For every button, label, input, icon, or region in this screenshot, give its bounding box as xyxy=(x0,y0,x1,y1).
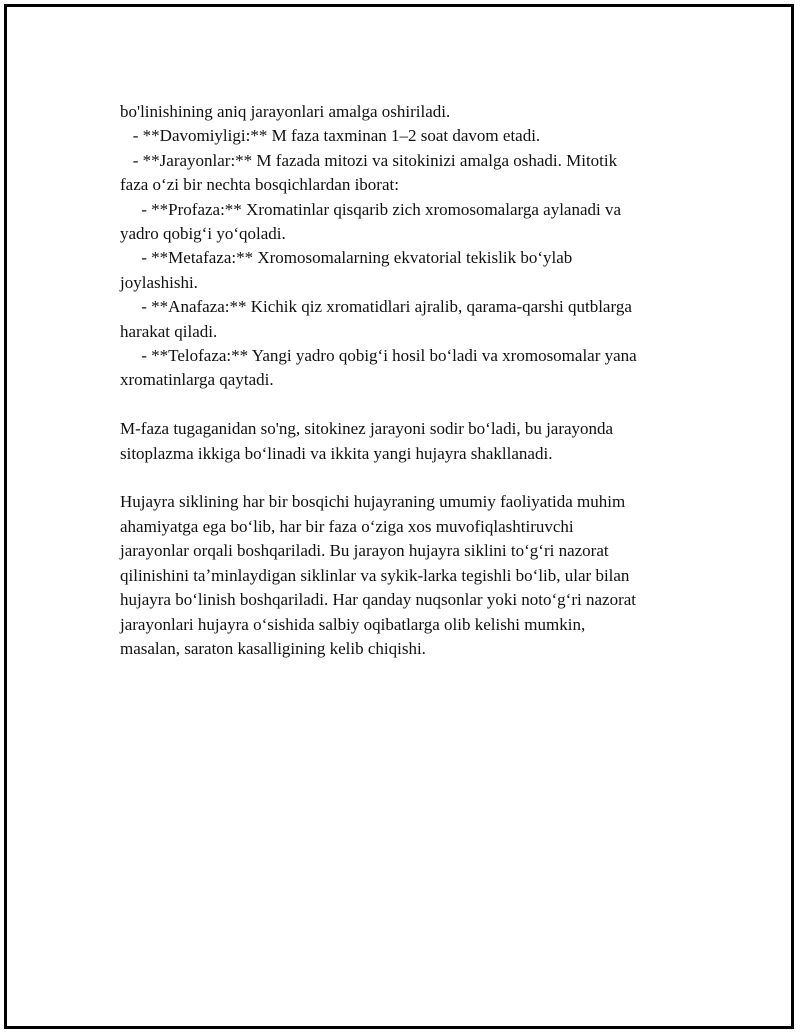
page-frame xyxy=(4,4,794,1029)
paragraph-spacer xyxy=(120,393,680,417)
text-line: - **Telofaza:** Yangi yadro qobigʻi hosil boʻladi va xromosomalar yana xyxy=(120,346,637,366)
summary-paragraph xyxy=(120,490,680,661)
cytokinesis-paragraph xyxy=(120,417,680,466)
document-body xyxy=(120,100,680,661)
text-line: xromatinlarga qaytadi. xyxy=(120,370,274,390)
text-line: harakat qiladi. xyxy=(120,321,218,341)
text-line: faza oʻzi bir nechta bosqichlardan iborat: xyxy=(120,175,399,195)
paragraph-spacer xyxy=(120,466,680,490)
text-line: Hujayra siklining har bir bosqichi hujayraning umumiy faoliyatida muhim xyxy=(120,492,626,512)
text-line: bo'linishining aniq jarayonlari amalga oshiriladi. xyxy=(120,102,451,121)
text-line: masalan, saraton kasalligining kelib chiqishi. xyxy=(120,638,426,658)
text-line: jarayonlari hujayra oʻsishida salbiy oqibatlarga olib kelishi mumkin, xyxy=(120,614,586,634)
text-line: M-faza tugaganidan so'ng, sitokinez jarayoni sodir boʻladi, bu jarayonda xyxy=(120,419,614,439)
text-line: - **Jarayonlar:** M fazada mitozi va sitokinizi amalga oshadi. Mitotik xyxy=(120,150,618,170)
m-phase-section xyxy=(120,100,680,393)
text-line: sitoplazma ikkiga boʻlinadi va ikkita yangi hujayra shakllanadi. xyxy=(120,443,553,463)
text-line: - **Davomiyligi:** M faza taxminan 1–2 soat davom etadi. xyxy=(120,126,541,146)
text-line: - **Profaza:** Xromatinlar qisqarib zich xromosomalarga aylanadi va xyxy=(120,199,622,219)
text-line: qilinishini taʼminlaydigan siklinlar va sykik-larka tegishli boʻlib, ular bilan xyxy=(120,565,630,585)
text-line: yadro qobigʻi yoʻqoladi. xyxy=(120,224,286,244)
text-line: hujayra boʻlinish boshqariladi. Har qanday nuqsonlar yoki notoʻgʻri nazorat xyxy=(120,590,637,610)
text-line: jarayonlar orqali boshqariladi. Bu jarayon hujayra siklini toʻgʻri nazorat xyxy=(120,541,609,561)
text-line: ahamiyatga ega boʻlib, har bir faza oʻziga xos muvofiqlashtiruvchi xyxy=(120,516,574,536)
text-line: - **Anafaza:** Kichik qiz xromatidlari ajralib, qarama-qarshi qutblarga xyxy=(120,297,632,317)
text-line: - **Metafaza:** Xromosomalarning ekvatorial tekislik boʻylab xyxy=(120,248,573,268)
text-line: joylashishi. xyxy=(120,272,198,292)
